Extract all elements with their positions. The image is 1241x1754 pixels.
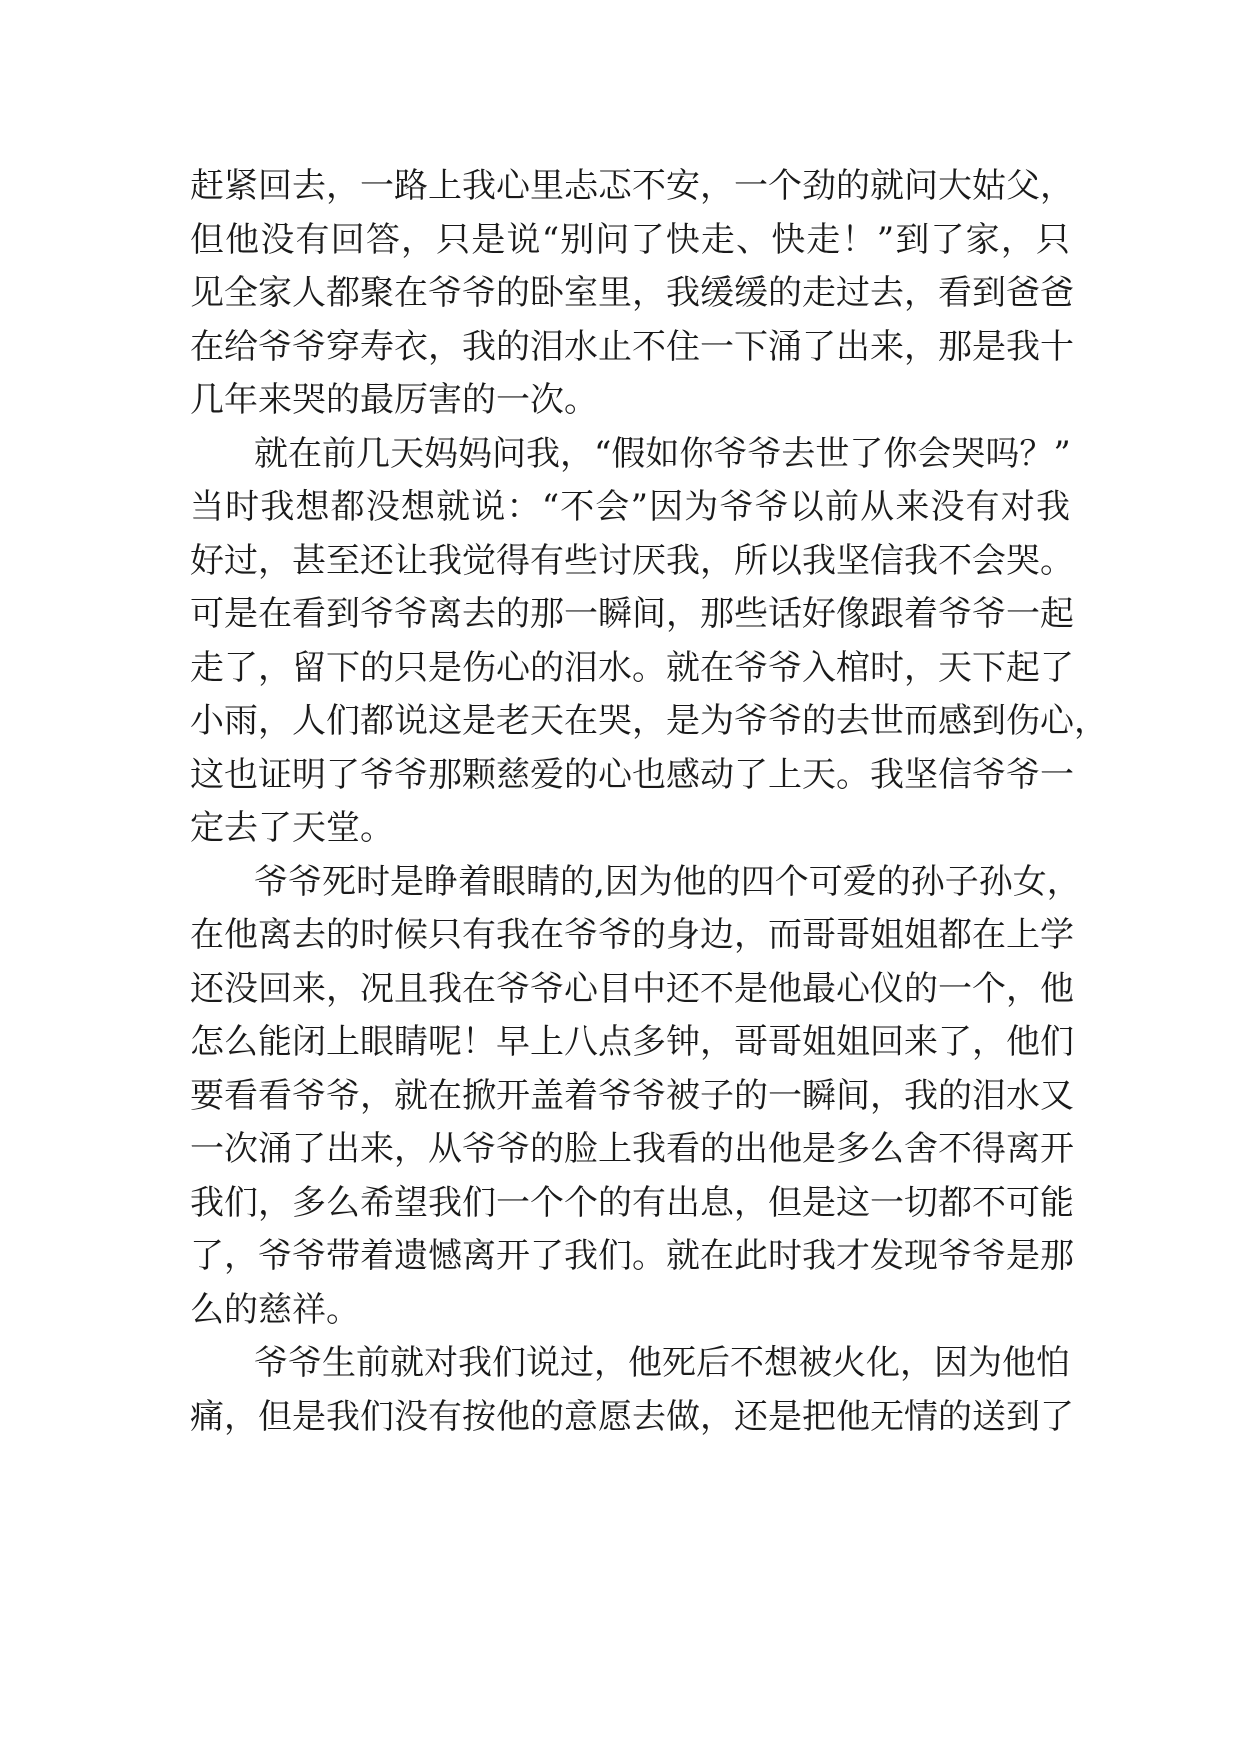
text-line: 怎么能闭上眼睛呢！早上八点多钟，哥哥姐姐回来了，他们 bbox=[190, 1022, 1074, 1062]
text-line: 当时我想都没想就说：“不会”因为爷爷以前从来没有对我 bbox=[190, 487, 1070, 527]
text-line: 我们，多么希望我们一个个的有出息，但是这一切都不可能 bbox=[190, 1182, 1074, 1223]
text-line: 了，爷爷带着遗憾离开了我们。就在此时我才发现爷爷是那 bbox=[190, 1236, 1074, 1276]
text-line: 在给爷爷穿寿衣，我的泪水止不住一下涌了出来，那是我十 bbox=[190, 326, 1074, 367]
text-line: 小雨，人们都说这是老天在哭，是为爷爷的去世而感到伤心， bbox=[190, 701, 1108, 741]
text-line: 在他离去的时候只有我在爷爷的身边，而哥哥姐姐都在上学 bbox=[190, 915, 1074, 955]
text-line: 走了，留下的只是伤心的泪水。就在爷爷入棺时，天下起了 bbox=[190, 647, 1074, 688]
essay-body bbox=[190, 160, 1108, 1444]
text-line: 痛，但是我们没有按他的意愿去做，还是把他无情的送到了 bbox=[190, 1396, 1074, 1437]
text-line: 要看看爷爷，就在掀开盖着爷爷被子的一瞬间，我的泪水又 bbox=[190, 1075, 1074, 1116]
text-line: 爷爷生前就对我们说过，他死后不想被火化，因为他怕 bbox=[254, 1343, 1070, 1383]
text-line: 还没回来，况且我在爷爷心目中还不是他最心仪的一个，他 bbox=[190, 968, 1074, 1009]
text-line: 么的慈祥。 bbox=[190, 1289, 360, 1330]
text-line: 赶紧回去，一路上我心里忐忑不安，一个劲的就问大姑父， bbox=[190, 166, 1074, 206]
text-line: 就在前几天妈妈问我，“假如你爷爷去世了你会哭吗？” bbox=[254, 433, 1071, 474]
text-line: 见全家人都聚在爷爷的卧室里，我缓缓的走过去，看到爸爸 bbox=[190, 273, 1074, 313]
text-line: 可是在看到爷爷离去的那一瞬间，那些话好像跟着爷爷一起 bbox=[190, 594, 1074, 634]
text-line: 爷爷死时是睁着眼睛的,因为他的四个可爱的孙子孙女， bbox=[254, 861, 1081, 902]
text-line: 定去了天堂。 bbox=[190, 808, 394, 848]
text-line: 但他没有回答，只是说“别问了快走、快走！”到了家，只 bbox=[190, 219, 1070, 260]
text-line: 一次涌了出来，从爷爷的脸上我看的出他是多么舍不得离开 bbox=[190, 1129, 1074, 1169]
text-line: 这也证明了爷爷那颗慈爱的心也感动了上天。我坚信爷爷一 bbox=[190, 754, 1074, 795]
text-line: 好过，甚至还让我觉得有些讨厌我，所以我坚信我不会哭。 bbox=[190, 540, 1074, 581]
text-line: 几年来哭的最厉害的一次。 bbox=[190, 380, 598, 420]
